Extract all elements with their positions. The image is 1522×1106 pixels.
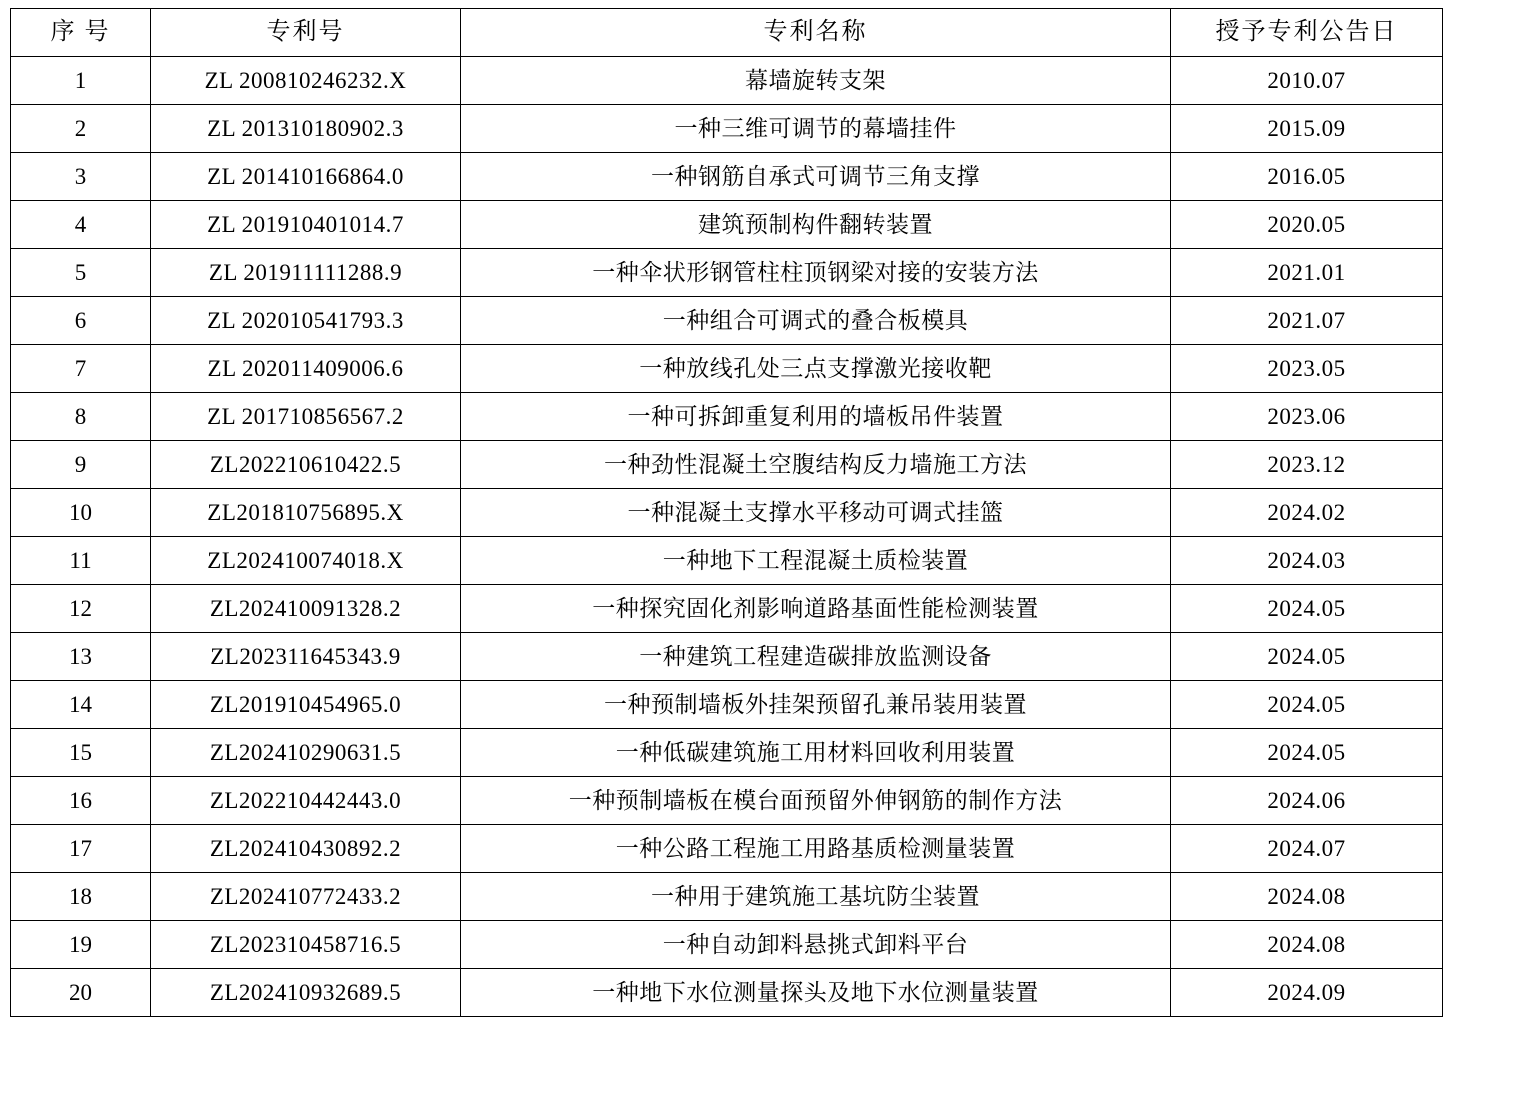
table-row [11,681,1443,729]
cell-index: 1 [11,57,151,105]
table-row [11,441,1443,489]
cell-patent-name: 一种三维可调节的幕墙挂件 [461,105,1171,153]
header-grant-date: 授予专利公告日 [1171,9,1443,57]
cell-index: 18 [11,873,151,921]
header-patent-number: 专利号 [151,9,461,57]
cell-patent-number: ZL 201710856567.2 [151,393,461,441]
table-row [11,249,1443,297]
table-row [11,345,1443,393]
cell-grant-date: 2024.05 [1171,681,1443,729]
cell-index: 3 [11,153,151,201]
cell-grant-date: 2021.07 [1171,297,1443,345]
cell-patent-number: ZL202410290631.5 [151,729,461,777]
cell-patent-number: ZL202310458716.5 [151,921,461,969]
cell-grant-date: 2024.02 [1171,489,1443,537]
table-body [11,57,1443,1017]
cell-grant-date: 2024.06 [1171,777,1443,825]
cell-index: 10 [11,489,151,537]
cell-patent-number: ZL 201410166864.0 [151,153,461,201]
table-row [11,633,1443,681]
cell-index: 14 [11,681,151,729]
header-index: 序 号 [11,9,151,57]
cell-patent-number: ZL 201911111288.9 [151,249,461,297]
cell-patent-name: 一种自动卸料悬挑式卸料平台 [461,921,1171,969]
cell-grant-date: 2024.09 [1171,969,1443,1017]
header-patent-name: 专利名称 [461,9,1171,57]
table-row [11,729,1443,777]
cell-index: 4 [11,201,151,249]
cell-patent-name: 一种钢筋自承式可调节三角支撑 [461,153,1171,201]
cell-patent-name: 一种预制墙板外挂架预留孔兼吊装用装置 [461,681,1171,729]
cell-patent-name: 一种低碳建筑施工用材料回收利用装置 [461,729,1171,777]
cell-grant-date: 2016.05 [1171,153,1443,201]
cell-index: 17 [11,825,151,873]
cell-patent-number: ZL202410091328.2 [151,585,461,633]
cell-grant-date: 2023.06 [1171,393,1443,441]
cell-patent-number: ZL202410932689.5 [151,969,461,1017]
cell-patent-name: 一种放线孔处三点支撑激光接收靶 [461,345,1171,393]
table-row [11,585,1443,633]
cell-grant-date: 2021.01 [1171,249,1443,297]
table-row [11,201,1443,249]
cell-patent-name: 一种预制墙板在模台面预留外伸钢筋的制作方法 [461,777,1171,825]
table-header [11,9,1443,57]
cell-index: 5 [11,249,151,297]
table-row [11,969,1443,1017]
table-row [11,921,1443,969]
table-row [11,153,1443,201]
cell-index: 2 [11,105,151,153]
cell-patent-number: ZL201910454965.0 [151,681,461,729]
cell-patent-number: ZL202210610422.5 [151,441,461,489]
cell-index: 13 [11,633,151,681]
cell-index: 16 [11,777,151,825]
cell-patent-number: ZL202410074018.X [151,537,461,585]
cell-patent-name: 一种混凝土支撑水平移动可调式挂篮 [461,489,1171,537]
cell-patent-name: 幕墙旋转支架 [461,57,1171,105]
cell-patent-name: 一种可拆卸重复利用的墙板吊件装置 [461,393,1171,441]
cell-patent-number: ZL201810756895.X [151,489,461,537]
table-row [11,873,1443,921]
cell-patent-number: ZL202410430892.2 [151,825,461,873]
cell-patent-name: 一种劲性混凝土空腹结构反力墙施工方法 [461,441,1171,489]
table-header-row [11,9,1443,57]
patent-list-table [10,8,1443,1017]
cell-index: 6 [11,297,151,345]
cell-patent-name: 一种组合可调式的叠合板模具 [461,297,1171,345]
table-row [11,489,1443,537]
cell-grant-date: 2023.12 [1171,441,1443,489]
cell-grant-date: 2015.09 [1171,105,1443,153]
table-row [11,825,1443,873]
cell-patent-name: 一种建筑工程建造碳排放监测设备 [461,633,1171,681]
table-row [11,57,1443,105]
cell-patent-name: 一种公路工程施工用路基质检测量装置 [461,825,1171,873]
cell-index: 12 [11,585,151,633]
table-row [11,537,1443,585]
table-row [11,297,1443,345]
cell-index: 7 [11,345,151,393]
cell-grant-date: 2024.03 [1171,537,1443,585]
document-page [0,8,1522,1106]
cell-index: 9 [11,441,151,489]
cell-patent-number: ZL 202010541793.3 [151,297,461,345]
cell-index: 19 [11,921,151,969]
cell-patent-name: 建筑预制构件翻转装置 [461,201,1171,249]
cell-index: 15 [11,729,151,777]
cell-patent-number: ZL202410772433.2 [151,873,461,921]
cell-patent-number: ZL 201910401014.7 [151,201,461,249]
cell-patent-name: 一种伞状形钢管柱柱顶钢梁对接的安装方法 [461,249,1171,297]
cell-grant-date: 2024.05 [1171,729,1443,777]
cell-patent-name: 一种地下工程混凝土质检装置 [461,537,1171,585]
cell-grant-date: 2020.05 [1171,201,1443,249]
cell-patent-name: 一种用于建筑施工基坑防尘装置 [461,873,1171,921]
cell-patent-number: ZL202210442443.0 [151,777,461,825]
cell-grant-date: 2024.08 [1171,921,1443,969]
cell-grant-date: 2024.08 [1171,873,1443,921]
cell-grant-date: 2023.05 [1171,345,1443,393]
table-row [11,777,1443,825]
cell-grant-date: 2024.07 [1171,825,1443,873]
cell-patent-number: ZL 201310180902.3 [151,105,461,153]
cell-index: 8 [11,393,151,441]
cell-grant-date: 2024.05 [1171,633,1443,681]
table-row [11,105,1443,153]
cell-patent-name: 一种地下水位测量探头及地下水位测量装置 [461,969,1171,1017]
cell-patent-number: ZL 200810246232.X [151,57,461,105]
cell-patent-name: 一种探究固化剂影响道路基面性能检测装置 [461,585,1171,633]
cell-patent-number: ZL202311645343.9 [151,633,461,681]
table-row [11,393,1443,441]
cell-index: 20 [11,969,151,1017]
cell-grant-date: 2010.07 [1171,57,1443,105]
cell-grant-date: 2024.05 [1171,585,1443,633]
cell-index: 11 [11,537,151,585]
cell-patent-number: ZL 202011409006.6 [151,345,461,393]
